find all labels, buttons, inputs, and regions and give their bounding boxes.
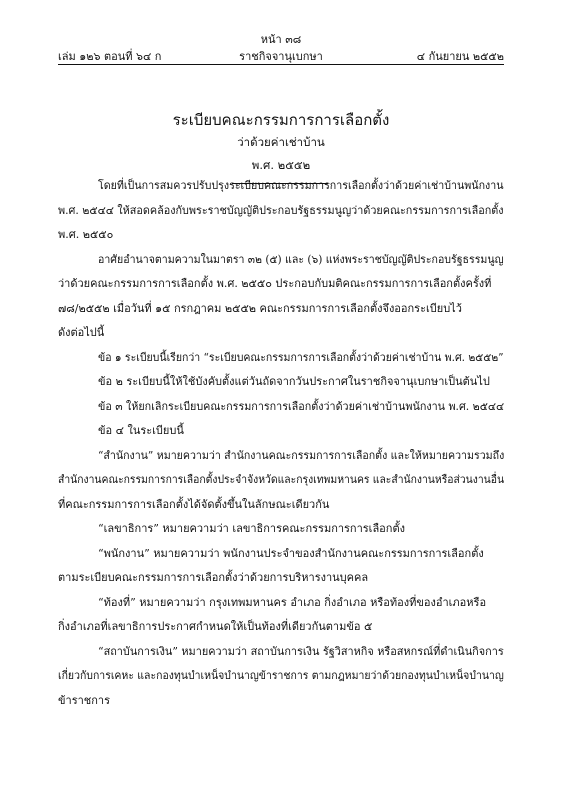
paragraph-line: ๗๘/๒๕๕๒ เมื่อวันที่ ๑๕ กรกฎาคม ๒๕๕๒ คณะกรรมการการเลือกตั้งจึงออกระเบียบไว้ (58, 301, 462, 315)
paragraph-line: อาศัยอำนาจตามความในมาตรา ๓๒ (๕) และ (๖) แห่งพระราชบัญญัติประกอบรัฐธรรมนูญ (98, 252, 504, 266)
definition-line: กิ่งอำเภอที่เลขาธิการประกาศกำหนดให้เป็นท้องที่เดียวกันตามข้อ ๕ (58, 620, 373, 633)
definition-line: ที่คณะกรรมการการเลือกตั้งได้จัดตั้งขึ้นในลักษณะเดียวกัน (58, 497, 330, 511)
definition-line: เกี่ยวกับการเคหะ และกองทุนบำเหน็จบำนาญข้าราชการ ตามกฎหมายว่าด้วยกองทุนบำเหน็จบำนาญ (58, 669, 504, 682)
definition-line: ตามระเบียบคณะกรรมการการเลือกตั้งว่าด้วยการบริหารงานบุคคล (58, 571, 369, 584)
header-divider (58, 64, 504, 65)
definition-line: “เลขาธิการ” หมายความว่า เลขาธิการคณะกรรมการการเลือกตั้ง (98, 522, 405, 535)
definition-line: สำนักงานคณะกรรมการการเลือกตั้งประจำจังหวัดและกรุงเทพมหานคร และสำนักงานหรือส่วนงานอื่น (58, 473, 505, 486)
publication-date: ๔ กันยายน ๒๕๕๒ (416, 50, 504, 63)
page-number: หน้า ๓๘ (260, 33, 302, 46)
clause-line: ข้อ ๓ ให้ยกเลิกระเบียบคณะกรรมการการเลือกตั้งว่าด้วยค่าเช่าบ้านพนักงาน พ.ศ. ๒๕๔๔ (98, 399, 505, 413)
paragraph-line: โดยที่เป็นการสมควรปรับปรุงระเบียบคณะกรรมการการเลือกตั้งว่าด้วยค่าเช่าบ้านพนักงาน (98, 179, 504, 192)
definition-line: “สถาบันการเงิน” หมายความว่า สถาบันการเงิน รัฐวิสาหกิจ หรือสหกรณ์ที่ดำเนินกิจการ (98, 644, 504, 658)
clause-line: ข้อ ๒ ระเบียบนี้ให้ใช้บังคับตั้งแต่วันถัดจากวันประกาศในราชกิจจานุเบกษาเป็นต้นไป (98, 375, 490, 388)
gazette-header (58, 47, 504, 61)
definition-line: “พนักงาน” หมายความว่า พนักงานประจำของสำนักงานคณะกรรมการการเลือกตั้ง (98, 546, 484, 560)
document-subtitle: ว่าด้วยค่าเช่าบ้าน (237, 135, 325, 149)
clause-line: ข้อ ๑ ระเบียบนี้เรียกว่า “ระเบียบคณะกรรมการการเลือกตั้งว่าด้วยค่าเช่าบ้าน พ.ศ. ๒๕๕๒” (98, 350, 504, 364)
gazette-name: ราชกิจจานุเบกษา (239, 50, 323, 63)
volume-issue: เล่ม ๑๒๖ ตอนที่ ๖๔ ก (58, 50, 162, 63)
definition-line: “สำนักงาน” หมายความว่า สำนักงานคณะกรรมการการเลือกตั้ง และให้หมายความรวมถึง (98, 448, 505, 462)
paragraph-line: ว่าด้วยคณะกรรมการการเลือกตั้ง พ.ศ. ๒๕๕๐ ประกอบกับมติคณะกรรมการการเลือกตั้งครั้งที่ (58, 277, 492, 290)
document-title: ระเบียบคณะกรรมการการเลือกตั้ง (172, 111, 390, 129)
clause-line: ข้อ ๔ ในระเบียบนี้ (98, 424, 184, 437)
definition-line: ข้าราชการ (58, 693, 110, 707)
definition-line: “ท้องที่” หมายความว่า กรุงเทพมหานคร อำเภอ กิ่งอำเภอ หรือท้องที่ของอำเภอหรือ (98, 595, 487, 609)
document-year: พ.ศ. ๒๕๕๒ (251, 158, 311, 172)
paragraph-line: ดังต่อไปนี้ (58, 326, 105, 339)
paragraph-line: พ.ศ. ๒๕๕๐ (58, 228, 114, 241)
paragraph-line: พ.ศ. ๒๕๔๔ ให้สอดคล้องกับพระราชบัญญัติประกอบรัฐธรรมนูญว่าด้วยคณะกรรมการการเลือกตั้ง (58, 203, 504, 217)
